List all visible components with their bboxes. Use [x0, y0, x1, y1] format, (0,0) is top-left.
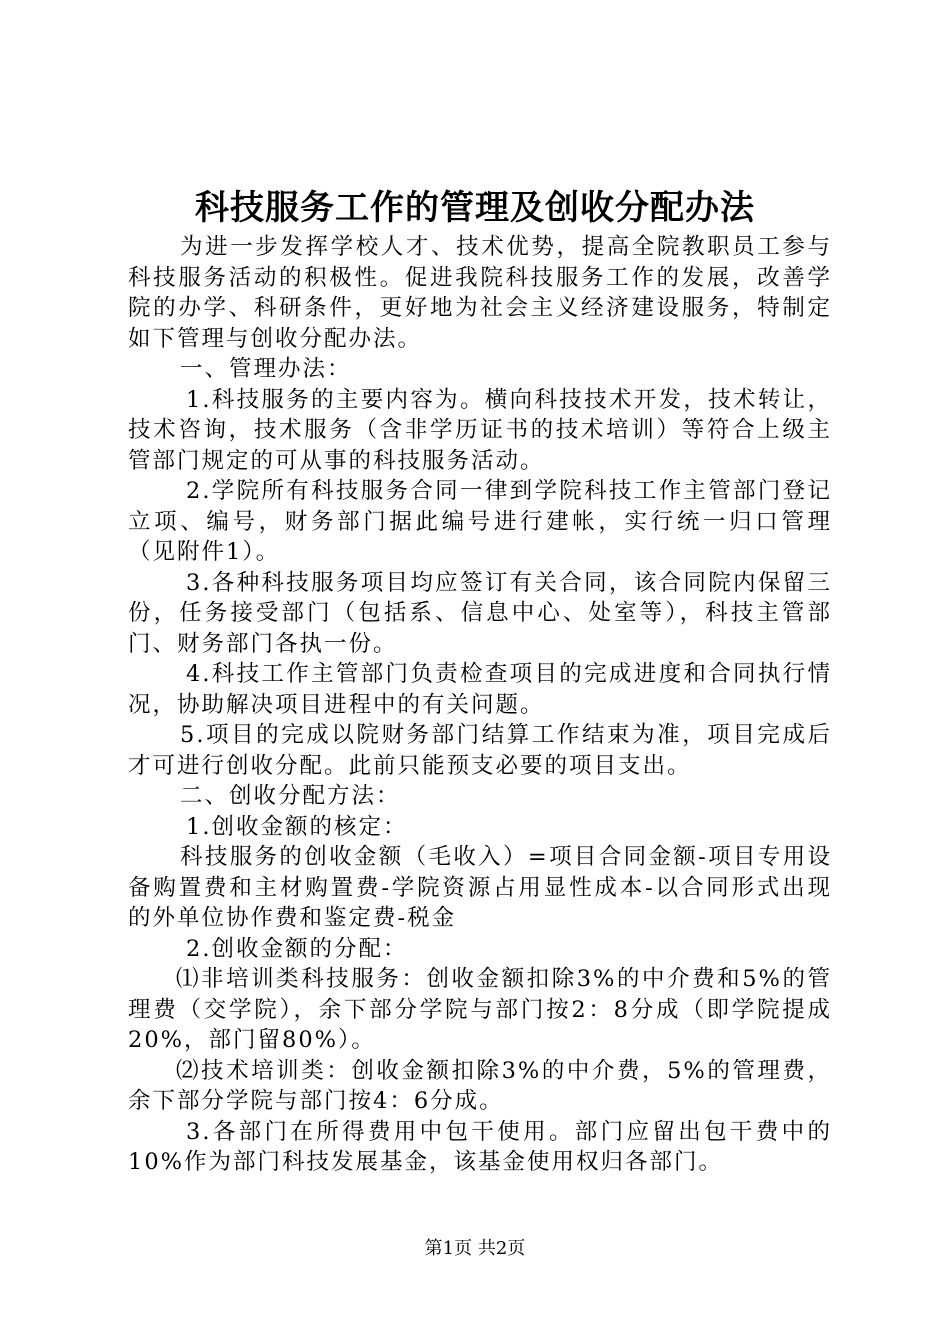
non-training-rule: ⑴非培训类科技服务：创收金额扣除3%的中介费和5%的管理费（交学院），余下部分学院与部门按2：8分成（即学院提成20%，部门留80%）。 — [128, 966, 832, 1053]
management-item-3: 3.各种科技服务项目均应签订有关合同，该合同院内保留三份，任务接受部门（包括系、信息中心、处室等），科技主管部门、财务部门各执一份。 — [128, 569, 832, 657]
management-item-1: 1.科技服务的主要内容为。横向科技技术开发，技术转让，技术咨询，技术服务（含非学历证书的技术培训）等符合上级主管部门规定的可从事的科技服务活动。 — [128, 386, 832, 474]
training-rule: ⑵技术培训类：创收金额扣除3%的中介费，5%的管理费，余下部分学院与部门按4：6分成。 — [128, 1057, 832, 1114]
management-item-2: 2.学院所有科技服务合同一律到学院科技工作主管部门登记立项、编号，财务部门据此编号进行建帐，实行统一归口管理（见附件1）。 — [128, 478, 832, 565]
page-footer: 第1页 共2页 — [424, 1238, 526, 1259]
management-item-4: 4.科技工作主管部门负责检查项目的完成进度和合同执行情况，协助解决项目进程中的有关问题。 — [128, 661, 832, 718]
intro-paragraph: 为进一步发挥学校人才、技术优势，提高全院教职员工参与科技服务活动的积极性。促进我院科技服务工作的发展，改善学院的办学、科研条件，更好地为社会主义经济建设服务，特制定如下管理与创收分配办法。 — [128, 234, 832, 352]
document-title: 科技服务工作的管理及创收分配办法 — [195, 188, 755, 228]
section-heading-management: 一、管理办法： — [180, 356, 352, 382]
section-heading-distribution: 二、创收分配方法： — [180, 783, 401, 809]
distribution-item-1: 1.创收金额的核定： — [186, 813, 408, 840]
revenue-formula: 科技服务的创收金额（毛收入）=项目合同金额-项目专用设备购置费和主材购置费-学院资源占用显性成本-以合同形式出现的外单位协作费和鉴定费-税金 — [128, 844, 832, 931]
distribution-item-2: 2.创收金额的分配： — [186, 935, 408, 962]
distribution-item-3: 3.各部门在所得费用中包干使用。部门应留出包干费中的10%作为部门科技发展基金，该基金使用权归各部门。 — [128, 1118, 832, 1175]
management-item-5: 5.项目的完成以院财务部门结算工作结束为准，项目完成后才可进行创收分配。此前只能预支必要的项目支出。 — [128, 722, 832, 779]
document-body — [128, 232, 832, 1178]
